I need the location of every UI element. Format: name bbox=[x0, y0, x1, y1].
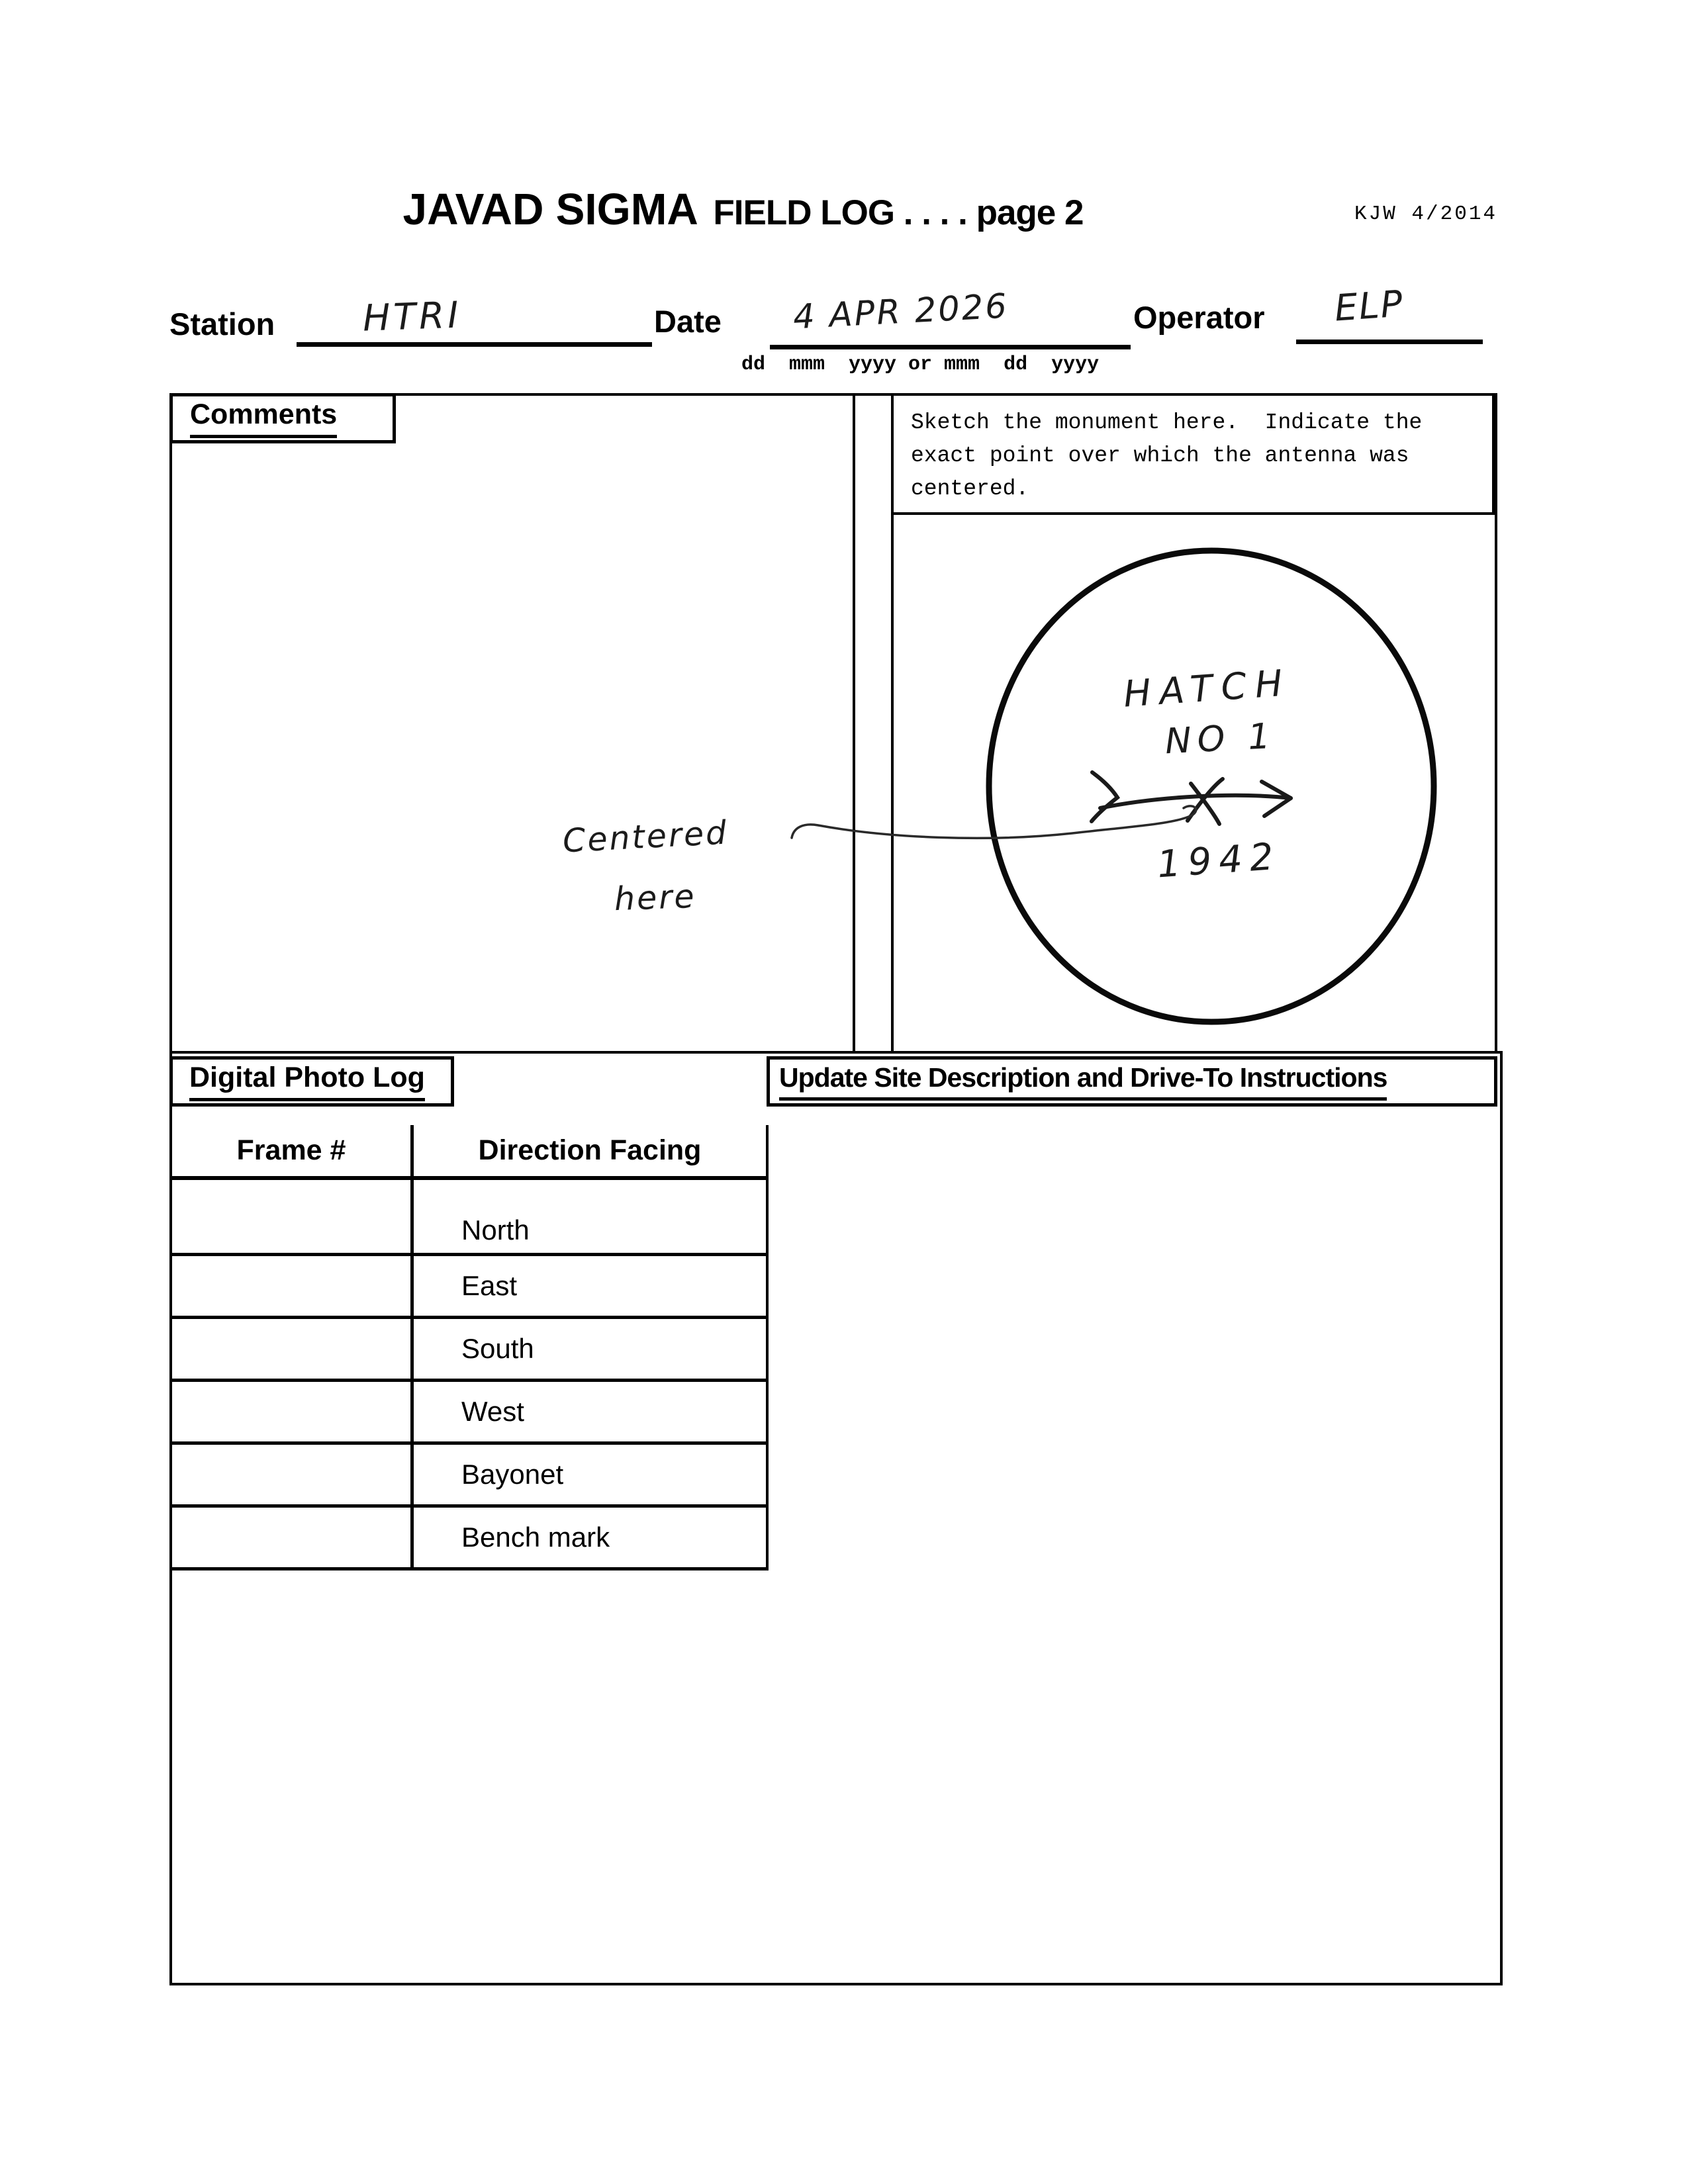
frame-cell bbox=[172, 1256, 414, 1316]
comments-header-box bbox=[169, 393, 396, 443]
site-update-header-box bbox=[767, 1056, 1497, 1107]
date-blank-line bbox=[770, 345, 1131, 349]
log-title: FIELD LOG . . . . page 2 bbox=[713, 193, 1084, 232]
direction-cell: North bbox=[461, 1214, 530, 1246]
monument-label-line2: NO 1 bbox=[1164, 715, 1278, 762]
direction-cell: East bbox=[461, 1270, 518, 1301]
table-row bbox=[172, 1180, 766, 1256]
direction-cell: Bench mark bbox=[461, 1522, 610, 1553]
operator-handwritten-value: ELP bbox=[1333, 282, 1405, 330]
station-handwritten-value: HTRI bbox=[361, 293, 463, 340]
comments-area bbox=[179, 457, 841, 1039]
frame-cell bbox=[172, 1508, 414, 1567]
date-label: Date bbox=[654, 304, 722, 339]
table-row bbox=[172, 1508, 766, 1570]
sketch-instructions-box: Sketch the monument here. Indicate the exact point over which the antenna was centered. bbox=[891, 393, 1495, 515]
table-row bbox=[172, 1445, 766, 1508]
direction-column-header: Direction Facing bbox=[478, 1134, 702, 1166]
comments-header: Comments bbox=[190, 398, 337, 438]
date-handwritten-value: 4 APR 2026 bbox=[792, 287, 1010, 338]
frame-cell bbox=[172, 1180, 414, 1253]
operator-label: Operator bbox=[1133, 300, 1265, 335]
table-row bbox=[172, 1319, 766, 1382]
direction-cell: South bbox=[461, 1333, 534, 1364]
frame-cell bbox=[172, 1319, 414, 1379]
date-format-hint: dd mmm yyyy or mmm dd yyyy bbox=[741, 353, 1100, 376]
frame-column-header: Frame # bbox=[172, 1125, 414, 1176]
photo-log-header: Digital Photo Log bbox=[189, 1062, 425, 1101]
table-row bbox=[172, 1256, 766, 1319]
direction-cell: Bayonet bbox=[461, 1459, 564, 1490]
monument-year: 1942 bbox=[1155, 835, 1282, 887]
frame-cell bbox=[172, 1382, 414, 1441]
page-title bbox=[400, 184, 1083, 235]
revision-code: KJW 4/2014 bbox=[1354, 203, 1498, 226]
direction-cell: West bbox=[461, 1396, 524, 1427]
monument-label-line1: HATCH bbox=[1122, 661, 1293, 715]
table-row bbox=[172, 1382, 766, 1445]
operator-blank-line bbox=[1296, 340, 1483, 344]
frame-cell bbox=[172, 1445, 414, 1504]
site-update-area bbox=[774, 1125, 1470, 1919]
photo-log-table-header-row bbox=[172, 1125, 766, 1180]
station-label: Station bbox=[169, 306, 275, 341]
photo-log-table bbox=[172, 1125, 769, 1570]
callout-text-line1: Centered bbox=[561, 813, 729, 860]
brand-title: JAVAD SIGMA bbox=[402, 185, 698, 234]
site-update-header: Update Site Description and Drive-To Instructions bbox=[779, 1062, 1387, 1101]
pane-divider-left bbox=[853, 393, 855, 1051]
photo-log-header-box bbox=[169, 1056, 454, 1107]
station-blank-line bbox=[297, 342, 652, 347]
callout-text-line2: here bbox=[614, 877, 697, 919]
